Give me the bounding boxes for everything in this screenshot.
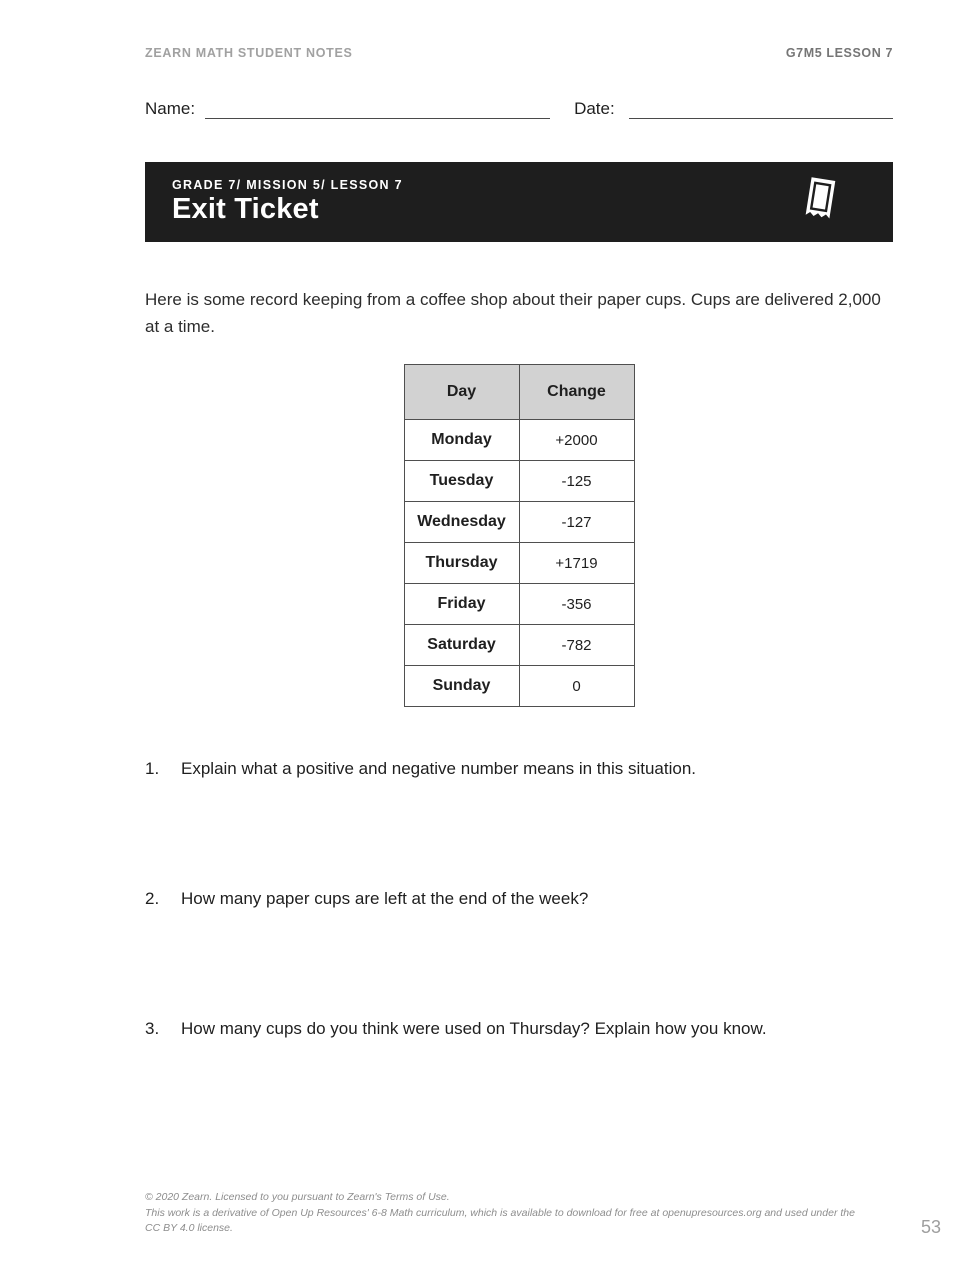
col-header-change: Change [519,365,634,420]
running-header [145,0,893,60]
change-cell: +2000 [519,420,634,461]
question-text: How many paper cups are left at the end of the week? [181,889,589,909]
footer-line-1: © 2020 Zearn. Licensed to you pursuant to Zearn's Terms of Use. [145,1191,450,1204]
question-2 [145,887,893,912]
day-cell: Friday [404,584,519,625]
day-cell: Monday [404,420,519,461]
page-content [145,0,893,1146]
date-blank-line [629,99,893,119]
day-cell: Sunday [404,666,519,707]
change-cell: -356 [519,584,634,625]
change-cell: -125 [519,461,634,502]
table-row [404,420,634,461]
change-cell: 0 [519,666,634,707]
name-label: Name: [145,99,196,118]
intro-paragraph: Here is some record keeping from a coffee shop about their paper cups. Cups are delivered 2,000 at a time. [145,290,881,337]
table-row [404,502,634,543]
ticket-icon [799,175,843,232]
change-cell: -782 [519,625,634,666]
question-3 [145,1017,893,1042]
col-header-day: Day [404,365,519,420]
question-number: 3. [145,1018,160,1038]
header-left-label: ZEARN MATH STUDENT NOTES [145,46,353,60]
banner-eyebrow: GRADE 7/ MISSION 5/ LESSON 7 [172,178,403,192]
day-cell: Thursday [404,543,519,584]
question-text: Explain what a positive and negative number means in this situation. [181,759,697,779]
question-number: 1. [145,759,160,779]
questions-list [145,757,893,1041]
date-label: Date: [574,99,615,118]
day-cell: Wednesday [404,502,519,543]
header-right-label: G7M5 LESSON 7 [785,46,893,60]
name-blank-line [205,99,550,119]
change-cell: -127 [519,502,634,543]
footer-legal [145,1190,865,1236]
page-number: 53 [920,1217,941,1237]
lesson-banner [145,162,893,242]
name-date-row [145,99,893,119]
change-cell: +1719 [519,543,634,584]
table-row [404,666,634,707]
banner-title: Exit Ticket [172,193,319,225]
table-row [404,543,634,584]
table-row [404,584,634,625]
cups-table [404,364,635,707]
question-text: How many cups do you think were used on Thursday? Explain how you know. [181,1018,767,1038]
table-row [404,625,634,666]
table-header-row [404,365,634,420]
question-1 [145,757,893,782]
question-number: 2. [145,889,160,909]
table-row [404,461,634,502]
footer-line-2: This work is a derivative of Open Up Resources' 6-8 Math curriculum, which is available to download for free at openupresources.org and used under the CC BY 4.0 license. [145,1206,855,1234]
page-footer [145,1190,941,1236]
day-cell: Tuesday [404,461,519,502]
day-cell: Saturday [404,625,519,666]
